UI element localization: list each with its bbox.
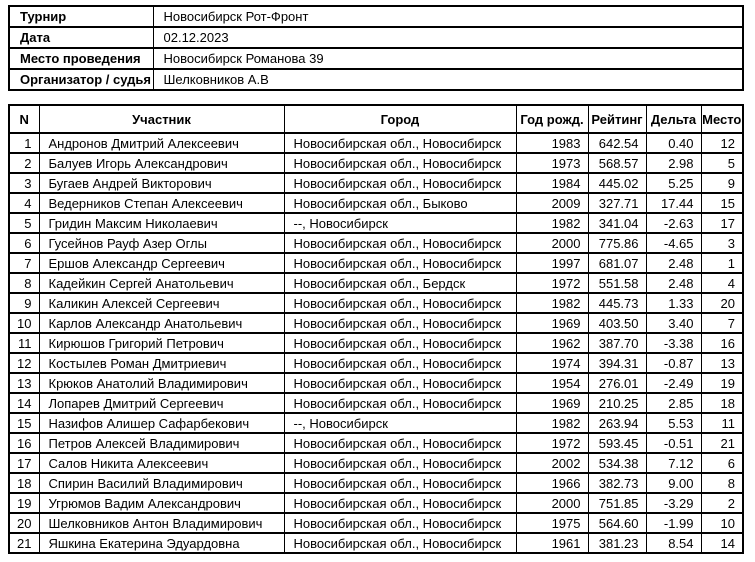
results-table <box>8 104 744 554</box>
row-number-cell: 7 <box>9 253 39 273</box>
row-number-cell: 21 <box>9 533 39 553</box>
table-row <box>9 453 743 473</box>
col-header-birth-year: Год рожд. <box>516 105 588 133</box>
row-number-cell: 6 <box>9 233 39 253</box>
place-cell: 12 <box>701 133 743 153</box>
delta-cell: -0.51 <box>646 433 701 453</box>
delta-cell: 3.40 <box>646 313 701 333</box>
participant-cell: Спирин Василий Владимирович <box>39 473 284 493</box>
table-row <box>9 293 743 313</box>
table-row <box>9 153 743 173</box>
place-cell: 6 <box>701 453 743 473</box>
participant-cell: Костылев Роман Дмитриевич <box>39 353 284 373</box>
place-cell: 3 <box>701 233 743 253</box>
birth-year-cell: 1954 <box>516 373 588 393</box>
participant-cell: Крюков Анатолий Владимирович <box>39 373 284 393</box>
delta-cell: 0.40 <box>646 133 701 153</box>
table-row <box>9 133 743 153</box>
info-row-date <box>9 27 743 48</box>
place-cell: 7 <box>701 313 743 333</box>
row-number-cell: 9 <box>9 293 39 313</box>
birth-year-cell: 1966 <box>516 473 588 493</box>
delta-cell: 2.48 <box>646 253 701 273</box>
participant-cell: Яшкина Екатерина Эдуардовна <box>39 533 284 553</box>
participant-cell: Угрюмов Вадим Александрович <box>39 493 284 513</box>
table-row <box>9 513 743 533</box>
delta-cell: -2.49 <box>646 373 701 393</box>
table-row <box>9 393 743 413</box>
row-number-cell: 12 <box>9 353 39 373</box>
place-cell: 18 <box>701 393 743 413</box>
participant-cell: Ведерников Степан Алексеевич <box>39 193 284 213</box>
info-row-tournament <box>9 6 743 27</box>
table-row <box>9 173 743 193</box>
participant-cell: Кадейкин Сергей Анатольевич <box>39 273 284 293</box>
delta-cell: 8.54 <box>646 533 701 553</box>
table-row <box>9 473 743 493</box>
city-cell: --, Новосибирск <box>284 213 516 233</box>
participant-cell: Гридин Максим Николаевич <box>39 213 284 233</box>
birth-year-cell: 1969 <box>516 393 588 413</box>
delta-cell: -3.29 <box>646 493 701 513</box>
place-cell: 4 <box>701 273 743 293</box>
city-cell: Новосибирская обл., Новосибирск <box>284 253 516 273</box>
table-row <box>9 233 743 253</box>
city-cell: Новосибирская обл., Новосибирск <box>284 393 516 413</box>
rating-cell: 387.70 <box>588 333 646 353</box>
place-cell: 19 <box>701 373 743 393</box>
rating-cell: 751.85 <box>588 493 646 513</box>
row-number-cell: 13 <box>9 373 39 393</box>
info-label-date: Дата <box>9 27 153 48</box>
rating-cell: 534.38 <box>588 453 646 473</box>
city-cell: Новосибирская обл., Бердск <box>284 273 516 293</box>
col-header-city: Город <box>284 105 516 133</box>
delta-cell: -1.99 <box>646 513 701 533</box>
birth-year-cell: 1983 <box>516 133 588 153</box>
birth-year-cell: 1997 <box>516 253 588 273</box>
place-cell: 15 <box>701 193 743 213</box>
participant-cell: Ершов Александр Сергеевич <box>39 253 284 273</box>
birth-year-cell: 1969 <box>516 313 588 333</box>
rating-cell: 775.86 <box>588 233 646 253</box>
info-row-venue <box>9 48 743 69</box>
place-cell: 17 <box>701 213 743 233</box>
birth-year-cell: 1984 <box>516 173 588 193</box>
city-cell: Новосибирская обл., Новосибирск <box>284 133 516 153</box>
results-header-row <box>9 105 743 133</box>
city-cell: Новосибирская обл., Новосибирск <box>284 333 516 353</box>
delta-cell: -3.38 <box>646 333 701 353</box>
delta-cell: 2.48 <box>646 273 701 293</box>
results-body <box>9 133 743 553</box>
row-number-cell: 8 <box>9 273 39 293</box>
city-cell: Новосибирская обл., Новосибирск <box>284 153 516 173</box>
place-cell: 11 <box>701 413 743 433</box>
rating-cell: 327.71 <box>588 193 646 213</box>
info-label-venue: Место проведения <box>9 48 153 69</box>
rating-cell: 381.23 <box>588 533 646 553</box>
participant-cell: Кирюшов Григорий Петрович <box>39 333 284 353</box>
rating-cell: 263.94 <box>588 413 646 433</box>
rating-cell: 568.57 <box>588 153 646 173</box>
city-cell: Новосибирская обл., Новосибирск <box>284 313 516 333</box>
row-number-cell: 2 <box>9 153 39 173</box>
col-header-participant: Участник <box>39 105 284 133</box>
delta-cell: -0.87 <box>646 353 701 373</box>
birth-year-cell: 2002 <box>516 453 588 473</box>
info-value-venue: Новосибирск Романова 39 <box>153 48 743 69</box>
delta-cell: 2.85 <box>646 393 701 413</box>
city-cell: Новосибирская обл., Новосибирск <box>284 233 516 253</box>
place-cell: 16 <box>701 333 743 353</box>
place-cell: 5 <box>701 153 743 173</box>
participant-cell: Балуев Игорь Александрович <box>39 153 284 173</box>
birth-year-cell: 1975 <box>516 513 588 533</box>
row-number-cell: 3 <box>9 173 39 193</box>
birth-year-cell: 1982 <box>516 413 588 433</box>
participant-cell: Андронов Дмитрий Алексеевич <box>39 133 284 153</box>
tournament-info-table <box>8 5 744 91</box>
rating-cell: 276.01 <box>588 373 646 393</box>
city-cell: Новосибирская обл., Новосибирск <box>284 173 516 193</box>
delta-cell: 5.25 <box>646 173 701 193</box>
delta-cell: -2.63 <box>646 213 701 233</box>
row-number-cell: 5 <box>9 213 39 233</box>
birth-year-cell: 2009 <box>516 193 588 213</box>
table-row <box>9 193 743 213</box>
participant-cell: Салов Никита Алексеевич <box>39 453 284 473</box>
participant-cell: Лопарев Дмитрий Сергеевич <box>39 393 284 413</box>
place-cell: 21 <box>701 433 743 453</box>
info-value-tournament: Новосибирск Рот-Фронт <box>153 6 743 27</box>
rating-cell: 681.07 <box>588 253 646 273</box>
col-header-number: N <box>9 105 39 133</box>
place-cell: 8 <box>701 473 743 493</box>
city-cell: Новосибирская обл., Новосибирск <box>284 373 516 393</box>
place-cell: 1 <box>701 253 743 273</box>
city-cell: Новосибирская обл., Новосибирск <box>284 293 516 313</box>
participant-cell: Карлов Александр Анатольевич <box>39 313 284 333</box>
table-row <box>9 333 743 353</box>
table-row <box>9 533 743 553</box>
row-number-cell: 18 <box>9 473 39 493</box>
table-row <box>9 493 743 513</box>
participant-cell: Петров Алексей Владимирович <box>39 433 284 453</box>
birth-year-cell: 1982 <box>516 293 588 313</box>
row-number-cell: 11 <box>9 333 39 353</box>
col-header-delta: Дельта <box>646 105 701 133</box>
table-row <box>9 273 743 293</box>
rating-cell: 210.25 <box>588 393 646 413</box>
row-number-cell: 15 <box>9 413 39 433</box>
birth-year-cell: 2000 <box>516 493 588 513</box>
info-row-organizer <box>9 69 743 90</box>
city-cell: Новосибирская обл., Новосибирск <box>284 433 516 453</box>
table-row <box>9 413 743 433</box>
table-row <box>9 253 743 273</box>
delta-cell: 17.44 <box>646 193 701 213</box>
city-cell: Новосибирская обл., Быково <box>284 193 516 213</box>
rating-cell: 445.02 <box>588 173 646 193</box>
rating-cell: 382.73 <box>588 473 646 493</box>
row-number-cell: 17 <box>9 453 39 473</box>
table-row <box>9 313 743 333</box>
row-number-cell: 1 <box>9 133 39 153</box>
participant-cell: Гусейнов Рауф Азер Оглы <box>39 233 284 253</box>
rating-cell: 403.50 <box>588 313 646 333</box>
place-cell: 2 <box>701 493 743 513</box>
place-cell: 10 <box>701 513 743 533</box>
place-cell: 9 <box>701 173 743 193</box>
rating-cell: 445.73 <box>588 293 646 313</box>
birth-year-cell: 1972 <box>516 433 588 453</box>
table-row <box>9 433 743 453</box>
row-number-cell: 4 <box>9 193 39 213</box>
rating-cell: 593.45 <box>588 433 646 453</box>
col-header-rating: Рейтинг <box>588 105 646 133</box>
info-label-organizer: Организатор / судья <box>9 69 153 90</box>
participant-cell: Каликин Алексей Сергеевич <box>39 293 284 313</box>
info-label-tournament: Турнир <box>9 6 153 27</box>
info-value-date: 02.12.2023 <box>153 27 743 48</box>
delta-cell: 2.98 <box>646 153 701 173</box>
table-row <box>9 353 743 373</box>
participant-cell: Бугаев Андрей Викторович <box>39 173 284 193</box>
delta-cell: 7.12 <box>646 453 701 473</box>
city-cell: Новосибирская обл., Новосибирск <box>284 353 516 373</box>
birth-year-cell: 1982 <box>516 213 588 233</box>
place-cell: 13 <box>701 353 743 373</box>
city-cell: --, Новосибирск <box>284 413 516 433</box>
rating-cell: 642.54 <box>588 133 646 153</box>
rating-cell: 341.04 <box>588 213 646 233</box>
city-cell: Новосибирская обл., Новосибирск <box>284 493 516 513</box>
rating-cell: 394.31 <box>588 353 646 373</box>
delta-cell: 9.00 <box>646 473 701 493</box>
birth-year-cell: 2000 <box>516 233 588 253</box>
row-number-cell: 10 <box>9 313 39 333</box>
table-row <box>9 213 743 233</box>
birth-year-cell: 1961 <box>516 533 588 553</box>
col-header-place: Место <box>701 105 743 133</box>
row-number-cell: 16 <box>9 433 39 453</box>
participant-cell: Шелковников Антон Владимирович <box>39 513 284 533</box>
row-number-cell: 14 <box>9 393 39 413</box>
info-value-organizer: Шелковников А.В <box>153 69 743 90</box>
rating-cell: 564.60 <box>588 513 646 533</box>
participant-cell: Назифов Алишер Сафарбекович <box>39 413 284 433</box>
birth-year-cell: 1972 <box>516 273 588 293</box>
birth-year-cell: 1974 <box>516 353 588 373</box>
delta-cell: 5.53 <box>646 413 701 433</box>
rating-cell: 551.58 <box>588 273 646 293</box>
city-cell: Новосибирская обл., Новосибирск <box>284 533 516 553</box>
place-cell: 14 <box>701 533 743 553</box>
birth-year-cell: 1973 <box>516 153 588 173</box>
city-cell: Новосибирская обл., Новосибирск <box>284 453 516 473</box>
city-cell: Новосибирская обл., Новосибирск <box>284 473 516 493</box>
row-number-cell: 19 <box>9 493 39 513</box>
delta-cell: 1.33 <box>646 293 701 313</box>
birth-year-cell: 1962 <box>516 333 588 353</box>
delta-cell: -4.65 <box>646 233 701 253</box>
city-cell: Новосибирская обл., Новосибирск <box>284 513 516 533</box>
row-number-cell: 20 <box>9 513 39 533</box>
table-row <box>9 373 743 393</box>
place-cell: 20 <box>701 293 743 313</box>
